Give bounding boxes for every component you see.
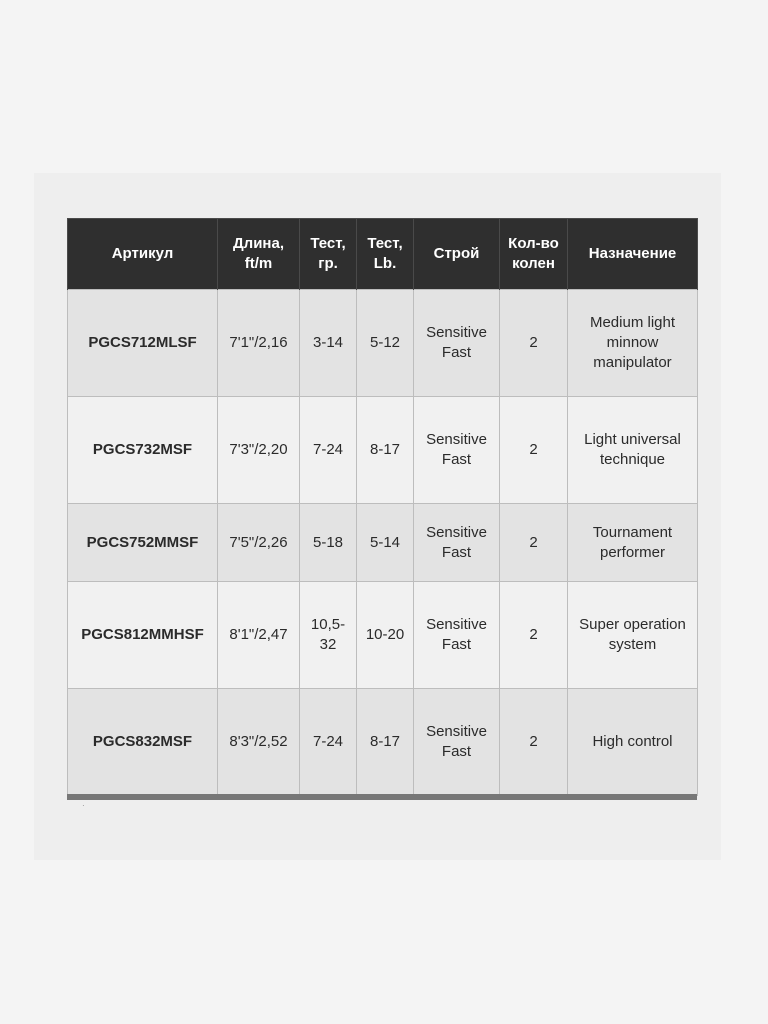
cell-length: 7'3"/2,20 — [218, 397, 300, 504]
cell-test-grams: 3-14 — [300, 290, 357, 397]
footnote-mark: · — [82, 801, 85, 810]
rod-spec-table — [67, 218, 698, 796]
header-action: Строй — [414, 219, 500, 290]
cell-sections: 2 — [500, 397, 568, 504]
cell-article: PGCS712MLSF — [68, 290, 218, 397]
cell-test-lb: 10-20 — [357, 582, 414, 689]
cell-article: PGCS832MSF — [68, 689, 218, 796]
cell-action: Sensitive Fast — [414, 582, 500, 689]
cell-length: 7'5"/2,26 — [218, 504, 300, 582]
cell-test-grams: 7-24 — [300, 397, 357, 504]
table-header-row — [68, 219, 698, 290]
cell-test-lb: 8-17 — [357, 689, 414, 796]
cell-purpose: Medium light minnow manipulator — [568, 290, 698, 397]
cell-length: 8'1"/2,47 — [218, 582, 300, 689]
header-purpose: Назначение — [568, 219, 698, 290]
cell-action: Sensitive Fast — [414, 689, 500, 796]
cell-sections: 2 — [500, 504, 568, 582]
table-row — [68, 582, 698, 689]
cell-article: PGCS732MSF — [68, 397, 218, 504]
cell-article: PGCS812MMHSF — [68, 582, 218, 689]
table-row — [68, 689, 698, 796]
cell-sections: 2 — [500, 290, 568, 397]
cell-sections: 2 — [500, 689, 568, 796]
cell-action: Sensitive Fast — [414, 504, 500, 582]
cell-action: Sensitive Fast — [414, 397, 500, 504]
cell-action: Sensitive Fast — [414, 290, 500, 397]
cell-article: PGCS752MMSF — [68, 504, 218, 582]
cell-test-grams: 10,5-32 — [300, 582, 357, 689]
cell-test-grams: 5-18 — [300, 504, 357, 582]
cell-test-grams: 7-24 — [300, 689, 357, 796]
cell-purpose: Light universal technique — [568, 397, 698, 504]
content-panel — [34, 173, 721, 860]
header-article: Артикул — [68, 219, 218, 290]
table-row — [68, 290, 698, 397]
header-length: Длина, ft/m — [218, 219, 300, 290]
cell-purpose: Tournament performer — [568, 504, 698, 582]
cell-length: 7'1"/2,16 — [218, 290, 300, 397]
cell-test-lb: 8-17 — [357, 397, 414, 504]
cell-test-lb: 5-14 — [357, 504, 414, 582]
cell-purpose: High control — [568, 689, 698, 796]
header-sections: Кол-во колен — [500, 219, 568, 290]
table-row — [68, 397, 698, 504]
cell-test-lb: 5-12 — [357, 290, 414, 397]
cell-length: 8'3"/2,52 — [218, 689, 300, 796]
table-footer-bar — [67, 794, 697, 800]
header-test-grams: Тест, гр. — [300, 219, 357, 290]
header-test-lb: Тест, Lb. — [357, 219, 414, 290]
table-row — [68, 504, 698, 582]
cell-purpose: Super operation system — [568, 582, 698, 689]
cell-sections: 2 — [500, 582, 568, 689]
